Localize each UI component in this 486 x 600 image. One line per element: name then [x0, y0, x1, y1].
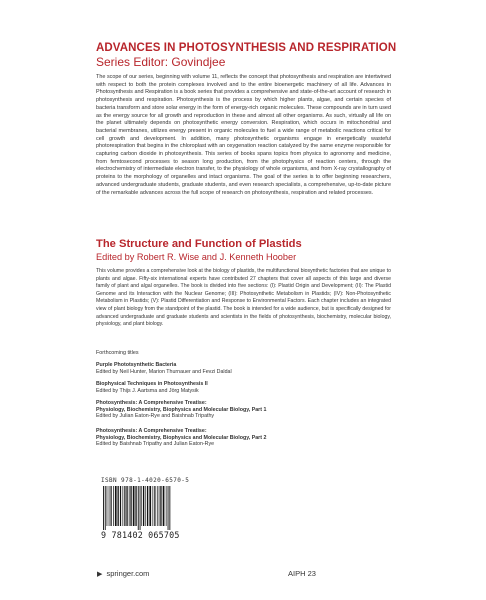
barcode-bar [141, 486, 142, 526]
barcode-bar [115, 486, 117, 526]
forthcoming-item [96, 381, 208, 394]
barcode-bar [120, 486, 121, 526]
barcode-bar [133, 486, 135, 526]
book-title: The Structure and Function of Plastids [96, 238, 302, 250]
publisher-link[interactable] [97, 569, 149, 578]
forthcoming-editors: Edited by Julian Eaton-Rye and Baishnab Tripathy [96, 413, 215, 420]
series-description: The scope of our series, beginning with volume 11, reflects the concept that photosynthesis and respiration are intertwined with respect to both the protein complexes involved and to the entire bioenergetic machinery of all life. Advances in Photosynthesis and Respiration is a book series that provides a comprehensive and state-of-the-art account of research in photosynthesis and respiration. Photosynthesis is the process by which higher plants, algae, and certain species of bacteria transform and store solar energy in the form of energy-rich organic molecules. These compounds are in turn used as the energy source for all growth and reproduction in these and almost all other organisms. As such, virtually all life on the planet ultimately depends on photosynthetic energy conversion. Respiration, which occurs in mitochondrial and bacterial membranes, utilizes energy present in organic molecules to fuel a wide range of metabolic reactions critical for cell growth and development. In addition, many photosynthetic organisms engage in energetically wasteful photorespiration that begins in the chloroplast with an oxygenation reaction catalyzed by the same enzyme responsible for capturing carbon dioxide in photosynthesis. This series of books spans topics from physics to agronomy and medicine, from femtosecond processes to season long production, from the photophysics of reaction centers, through the electrochemistry of intermediate electron transfer, to the physiology of whole organisms, and from X-ray crystallography of proteins to the morphology of organelles and intact organisms. The goal of the series is to offer beginning researchers, advanced undergraduate students, graduate students, and even research specialists, a comprehensive, up-to-date picture of the remarkable advances across the full scope of research on photosynthesis, respiration and related processes. [96, 74, 391, 196]
barcode-bar [111, 486, 112, 526]
forthcoming-editors: Edited by Baishnab Tripathy and Julian Eaton-Rye [96, 441, 215, 448]
forthcoming-item [96, 362, 232, 375]
barcode-bar [123, 486, 124, 526]
isbn-label: ISBN 978-1-4020-6570-5 [101, 477, 190, 484]
barcode-bar [157, 486, 158, 526]
book-editors: Edited by Robert R. Wise and J. Kenneth Hoober [96, 252, 297, 262]
barcode-bar [154, 486, 155, 526]
forthcoming-editors: Edited by Neil Hunter, Marion Thurnauer and Fevzi Daldal [96, 368, 232, 375]
barcode-bar [135, 486, 136, 526]
barcode-bar [138, 486, 139, 530]
barcode-bar [149, 486, 151, 526]
barcode-bar [147, 486, 148, 526]
forthcoming-heading: Forthcoming titles [96, 350, 139, 356]
barcode-bar [118, 486, 119, 526]
barcode-bars [101, 486, 201, 530]
forthcoming-subtitle: Physiology, Biochemistry, Biophysics and Molecular Biology, Part 2 [96, 434, 267, 441]
forthcoming-title: Photosynthesis: A Comprehensive Treatise: [96, 400, 207, 406]
barcode-bar [105, 486, 106, 530]
forthcoming-item [96, 400, 266, 420]
barcode-bar [129, 486, 130, 526]
barcode-bar [143, 486, 144, 526]
barcode-bar [153, 486, 154, 526]
forthcoming-title: Purple Phototsynthetic Bacteria [96, 362, 177, 368]
barcode-digits: 9 781402 065705 [101, 530, 180, 540]
barcode-bar [145, 486, 146, 526]
barcode-bar [130, 486, 131, 526]
forthcoming-title: Photosynthesis: A Comprehensive Treatise: [96, 428, 207, 434]
barcode-bar [169, 486, 170, 530]
barcode-bar [160, 486, 161, 526]
barcode-bar [126, 486, 127, 526]
forthcoming-title: Biophysical Techniques in Photosynthesis II [96, 381, 208, 387]
publisher-label: springer.com [106, 569, 150, 578]
forthcoming-item [96, 428, 266, 448]
book-description: This volume provides a comprehensive look at the biology of plastids, the multifunctional biosynthetic factories that are unique to plants and algae. Fifty-six international experts have contributed 27 chapters that cover all aspects of this large and diverse family of plant and algal organelles. The book is divided into five sections: (I): Plastid Origin and Development; (II): The Plastid Genome and its Interaction with the Nuclear Genome; (III): Photosynthetic Metabolism in Plastids; (IV): Non-Photosynthetic Metabolism in Plastids; (V): Plastid Differentiation and Response to Environmental Factors. Each chapter includes an integrated view of plant biology from the standpoint of the plastid. The book is intended for a wide audience, but is specifically designed for advanced undergraduate and graduate students and scientists in the fields of photosynthesis, biochemistry, molecular biology, physiology, and plant biology. [96, 268, 391, 328]
barcode-bar [159, 486, 160, 526]
barcode-bar [166, 486, 167, 526]
series-title: ADVANCES IN PHOTOSYNTHESIS AND RESPIRATION [96, 42, 397, 54]
barcode-bar [168, 486, 169, 530]
arrow-right-icon: ▶ [97, 571, 103, 578]
barcode-bar [109, 486, 110, 526]
isbn-barcode [97, 477, 207, 549]
barcode-bar [103, 486, 104, 530]
forthcoming-editors: Edited by Thijs J. Aartsma and Jörg Matysik [96, 387, 199, 394]
barcode-bar [140, 486, 141, 530]
barcode-bar [124, 486, 125, 526]
barcode-bar [163, 486, 165, 526]
series-code: AIPH 23 [288, 569, 316, 578]
barcode-bar [113, 486, 114, 526]
forthcoming-subtitle: Physiology, Biochemistry, Biophysics and Molecular Biology, Part 1 [96, 406, 267, 413]
series-editor: Series Editor: Govindjee [96, 55, 226, 69]
barcode-bar [107, 486, 108, 526]
